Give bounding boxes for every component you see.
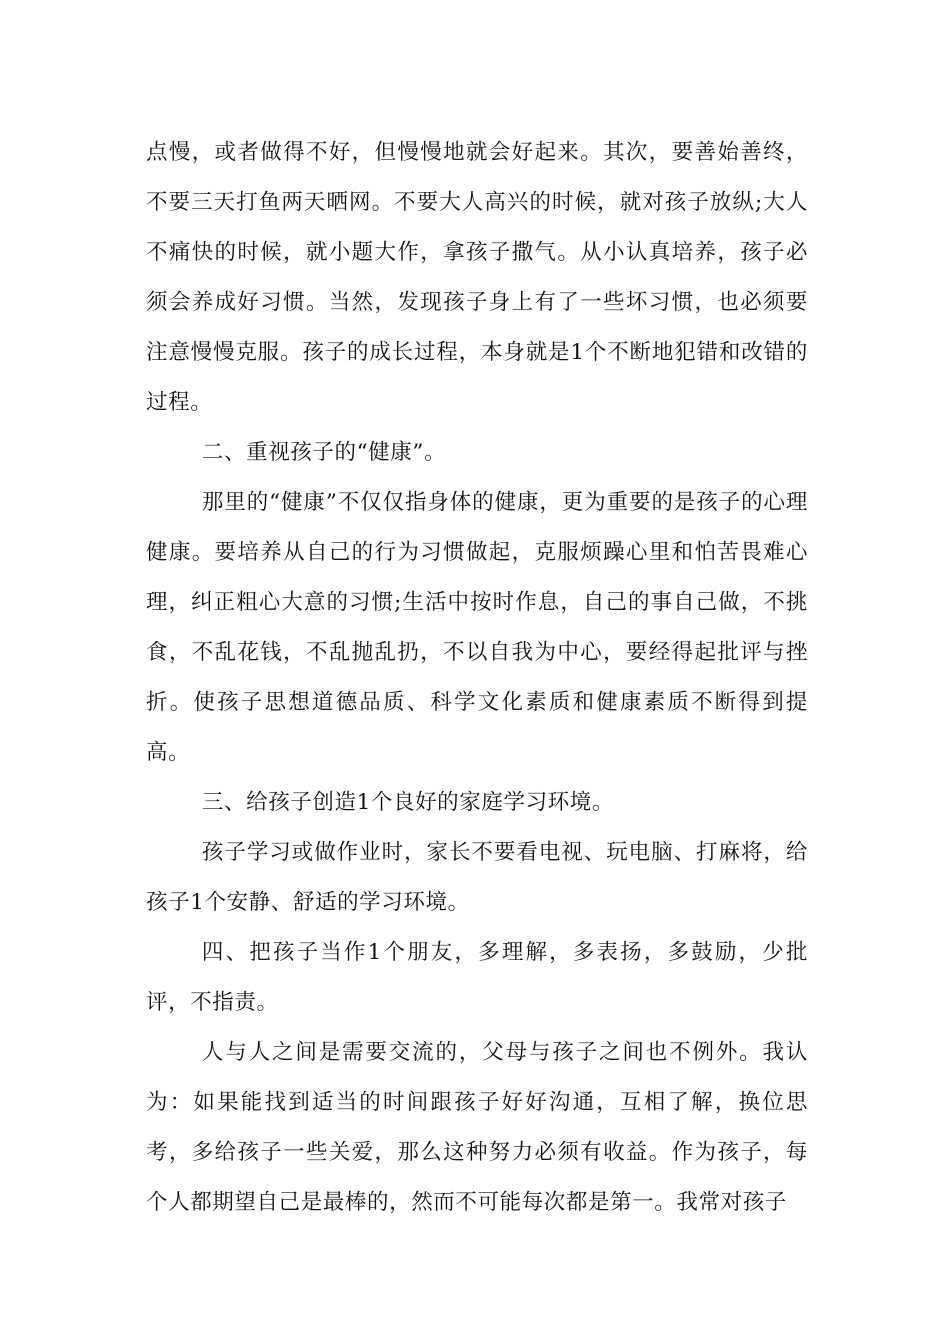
paragraph-continuation: 点慢，或者做得不好，但慢慢地就会好起来。其次，要善始善终，不要三天打鱼两天晒网。不要大人高兴的时候，就对孩子放纵;大人不痛快的时候，就小题大作，拿孩子撒气。从小认真培养，孩子必须会养成好习惯。当然，发现孩子身上有了一些坏习惯，也必须要注意慢慢克服。孩子的成长过程，本身就是1个不断地犯错和改错的过程。 <box>146 140 808 415</box>
section-heading-environment: 三、给孩子创造1个良好的家庭学习环境。 <box>201 790 614 815</box>
paragraph-health: 那里的“健康”不仅仅指身体的健康，更为重要的是孩子的心理健康。要培养从自己的行为习惯做起，克服烦躁心里和怕苦畏难心理，纠正粗心大意的习惯;生活中按时作息，自己的事自己做，不挑食，不乱花钱，不乱抛乱扔，不以自我为中心，要经得起批评与挫折。使孩子思想道德品质、科学文化素质和健康素质不断得到提高。 <box>146 490 808 765</box>
section-heading-friend: 四、把孩子当作1个朋友，多理解，多表扬，多鼓励，少批评，不指责。 <box>146 940 808 1015</box>
paragraph-environment: 孩子学习或做作业时，家长不要看电视、玩电脑、打麻将，给孩子1个安静、舒适的学习环境。 <box>146 840 808 915</box>
paragraph-communication: 人与人之间是需要交流的，父母与孩子之间也不例外。我认为：如果能找到适当的时间跟孩子好好沟通，互相了解，换位思考，多给孩子一些关爱，那么这种努力必须有收益。作为孩子，每个人都期望自己是最棒的，然而不可能每次都是第一。我常对孩子 <box>146 1040 808 1215</box>
document-body <box>146 128 808 1228</box>
section-heading-health: 二、重视孩子的“健康”。 <box>201 440 447 465</box>
